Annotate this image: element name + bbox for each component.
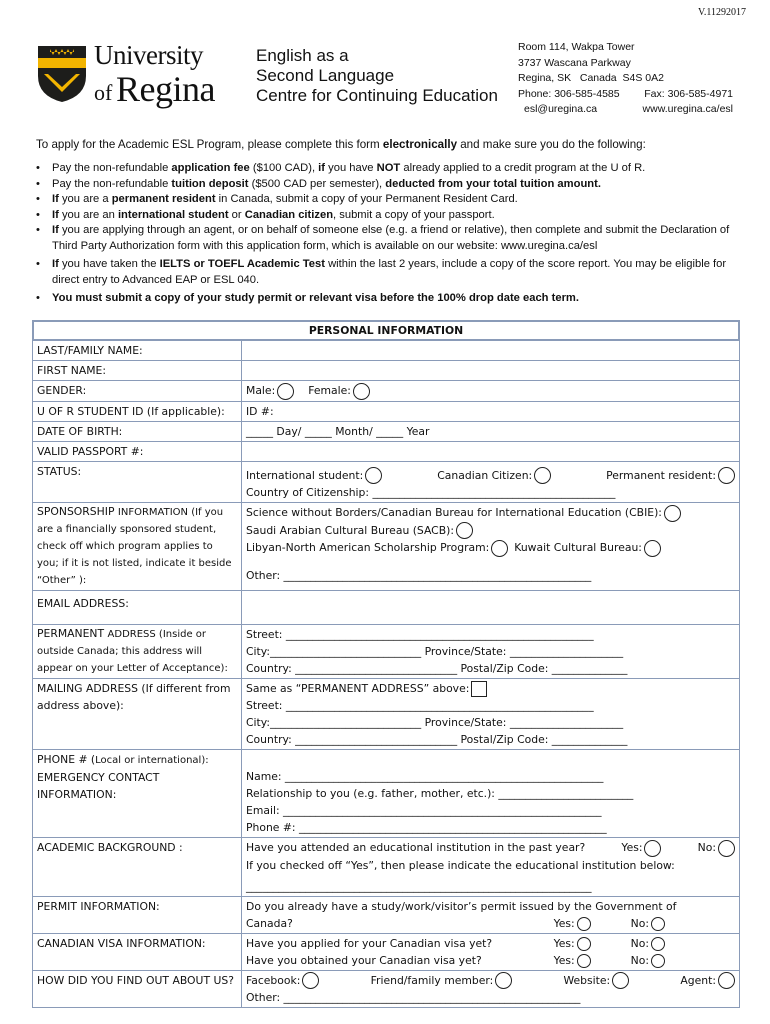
permit-field: Do you already have a study/work/visitor’s permit issued by the Government of Canada? Yes: No: [242, 896, 740, 933]
version-code: V.11292017 [697, 7, 746, 18]
permit-no-radio[interactable] [651, 917, 665, 931]
libya-radio[interactable] [491, 540, 508, 557]
list-item: • Pay the non-refundable tuition deposit ($500 CAD per semester), deducted from your total tuition amount. [36, 177, 740, 193]
institution-field[interactable]: ________________________________________________________________ [246, 879, 592, 893]
mailing-country-field[interactable]: Country: ______________________________ Postal/Zip Code: ______________ [246, 733, 628, 746]
contact-street: 3737 Wascana Parkway [518, 56, 631, 69]
university-logo [36, 40, 236, 110]
academic-no-radio[interactable] [718, 840, 735, 857]
mailing-city-field[interactable]: City:____________________________ Province/State: _____________________ [246, 716, 624, 729]
first-name-label: FIRST NAME: [33, 361, 242, 381]
centre-line-1: English as a [256, 46, 349, 65]
requirements-list [36, 161, 740, 307]
phone-label: PHONE # (Local or international): [37, 753, 209, 766]
personal-information-form [32, 320, 740, 1008]
dob-label: DATE OF BIRTH: [33, 421, 242, 441]
visa-label: CANADIAN VISA INFORMATION: [33, 933, 242, 970]
contact-web[interactable]: www.uregina.ca/esl [642, 103, 733, 115]
logo-university-text: University [94, 40, 203, 70]
logo-regina-text: Regina [116, 69, 215, 109]
status-label: STATUS: [33, 461, 242, 503]
permit-label: PERMIT INFORMATION: [33, 896, 242, 933]
last-name-field[interactable] [242, 341, 740, 361]
kuwait-radio[interactable] [644, 540, 661, 557]
agent-radio[interactable] [718, 972, 735, 989]
international-student-radio[interactable] [365, 467, 382, 484]
contact-block [518, 40, 733, 118]
visa-obtained-yes-radio[interactable] [577, 954, 591, 968]
street-field[interactable]: Street: _________________________________________________________ [246, 628, 594, 641]
mailing-address-label: MAILING ADDRESS (If different from address above): [33, 679, 242, 750]
website-radio[interactable] [612, 972, 629, 989]
citizenship-field[interactable]: Country of Citizenship: _____________________________________________ [246, 486, 616, 499]
city-field[interactable]: City:____________________________ Province/State: _____________________ [246, 645, 624, 658]
sponsorship-field: Science without Borders/Canadian Bureau for International Education (CBIE): Saudi Arabian Cultural Bureau (SACB): Libyan-North American Scholarship Program: Kuwait Cultural Bureau: Other: _________________________________________________________ [242, 503, 740, 591]
centre-line-2: Second Language [256, 66, 395, 85]
instructions [36, 138, 740, 307]
sponsor-other-field[interactable]: Other: _________________________________________________________ [246, 568, 592, 582]
phone-field[interactable] [246, 751, 735, 768]
contact-room: Room 114, Wakpa Tower [518, 41, 635, 53]
passport-label: VALID PASSPORT #: [33, 441, 242, 461]
list-item: • If you have taken the IELTS or TOEFL Academic Test within the last 2 years, include a copy of the score report. You may be eligible for direct entry to Advanced EAP or ESL 040. [36, 257, 740, 288]
contact-city: Regina, SK Canada S4S 0A2 [518, 72, 664, 84]
academic-label: ACADEMIC BACKGROUND : [33, 838, 242, 897]
gender-field: Male: Female: [242, 381, 740, 402]
found-field: Facebook: Friend/family member: Website: Agent: Other: _______________________________________________________ [242, 970, 740, 1008]
facebook-radio[interactable] [302, 972, 319, 989]
sacb-radio[interactable] [456, 522, 473, 539]
list-item: • If you are applying through an agent, or on behalf of someone else (e.g. a friend or relative), then complete and submit the Declaration of Third Party Authorization form with this application form, which is available on our website: www.uregina.ca/esl [36, 223, 740, 254]
male-radio[interactable] [277, 383, 294, 400]
mailing-street-field[interactable]: Street: _________________________________________________________ [246, 699, 594, 712]
permit-yes-radio[interactable] [577, 917, 591, 931]
visa-field: Have you applied for your Canadian visa yet? Yes: No: Have you obtained your Canadian visa yet? Yes: No: [242, 933, 740, 970]
emergency-contact-field [242, 750, 740, 838]
found-label: HOW DID YOU FIND OUT ABOUT US? [33, 970, 242, 1008]
ec-phone-field[interactable]: Phone #: _________________________________________________________ [246, 821, 607, 834]
last-name-label: LAST/FAMILY NAME: [33, 341, 242, 361]
female-radio[interactable] [353, 383, 370, 400]
contact-phone: Phone: 306-585-4585 [518, 87, 620, 100]
email-label: EMAIL ADDRESS: [33, 591, 242, 625]
visa-applied-yes-radio[interactable] [577, 937, 591, 951]
permanent-address-field [242, 625, 740, 679]
list-item: • If you are an international student or Canadian citizen, submit a copy of your passport. [36, 208, 740, 224]
country-field[interactable]: Country: ______________________________ Postal/Zip Code: ______________ [246, 662, 628, 675]
contact-email[interactable]: esl@uregina.ca [524, 103, 598, 115]
letterhead [36, 40, 733, 120]
emergency-contact-label: PHONE # (Local or international): EMERGENCY CONTACT INFORMATION: [33, 750, 242, 838]
student-id-field[interactable]: ID #: [242, 401, 740, 421]
dob-field[interactable]: _____ Day/ _____ Month/ _____ Year [242, 421, 740, 441]
student-id-label: U OF R STUDENT ID (If applicable): [33, 401, 242, 421]
found-other-field[interactable]: Other: _______________________________________________________ [246, 991, 581, 1004]
passport-field[interactable] [242, 441, 740, 461]
sponsorship-label: SPONSORSHIP INFORMATION (If you are a financially sponsored student, check off which program applies to you; if it is not listed, indicate it beside “Other” ): [33, 503, 242, 591]
ec-relation-field[interactable]: Relationship to you (e.g. father, mother, etc.): _________________________ [246, 787, 634, 800]
permanent-resident-radio[interactable] [718, 467, 735, 484]
permanent-address-label: PERMANENT ADDRESS (Inside or outside Canada; this address will appear on your Letter of Acceptance): [33, 625, 242, 679]
email-field[interactable] [242, 591, 740, 625]
gender-label: GENDER: [33, 381, 242, 402]
intro-text: To apply for the Academic ESL Program, please complete this form electronically and make sure you do the following: [36, 138, 646, 151]
form-title: PERSONAL INFORMATION [33, 321, 740, 341]
list-item: • Pay the non-refundable application fee ($100 CAD), if you have NOT already applied to a credit program at the U of R. [36, 161, 740, 177]
centre-line-3: Centre for Continuing Education [256, 86, 498, 105]
first-name-field[interactable] [242, 361, 740, 381]
shield-icon [36, 44, 88, 104]
cbie-radio[interactable] [664, 505, 681, 522]
canadian-citizen-radio[interactable] [534, 467, 551, 484]
same-as-permanent-checkbox[interactable] [471, 681, 487, 697]
logo-of-text: of [94, 80, 113, 105]
academic-field: Have you attended an educational institution in the past year? Yes: No: If you checked off “Yes”, then please indicate the educational institution below: ________________________________________________________________ [242, 838, 740, 897]
mailing-address-field: Same as “PERMANENT ADDRESS” above: Street: _________________________________________________________ City:____________________________ Province/State: _____________________ Country: ______________________________ Postal/Zip Code: ______________ [242, 679, 740, 750]
contact-fax: Fax: 306-585-4971 [644, 87, 733, 100]
ec-email-field[interactable]: Email: ___________________________________________________________ [246, 804, 602, 817]
list-item: • You must submit a copy of your study permit or relevant visa before the 100% drop date each term. [36, 291, 740, 307]
visa-applied-no-radio[interactable] [651, 937, 665, 951]
centre-name [256, 46, 498, 106]
academic-yes-radio[interactable] [644, 840, 661, 857]
friend-radio[interactable] [495, 972, 512, 989]
ec-name-field[interactable]: Name: ___________________________________________________________ [246, 770, 604, 783]
list-item: • If you are a permanent resident in Canada, submit a copy of your Permanent Resident Card. [36, 192, 740, 208]
status-field: International student: Canadian Citizen: Permanent resident: Country of Citizenship: _____________________________________________ [242, 461, 740, 503]
visa-obtained-no-radio[interactable] [651, 954, 665, 968]
